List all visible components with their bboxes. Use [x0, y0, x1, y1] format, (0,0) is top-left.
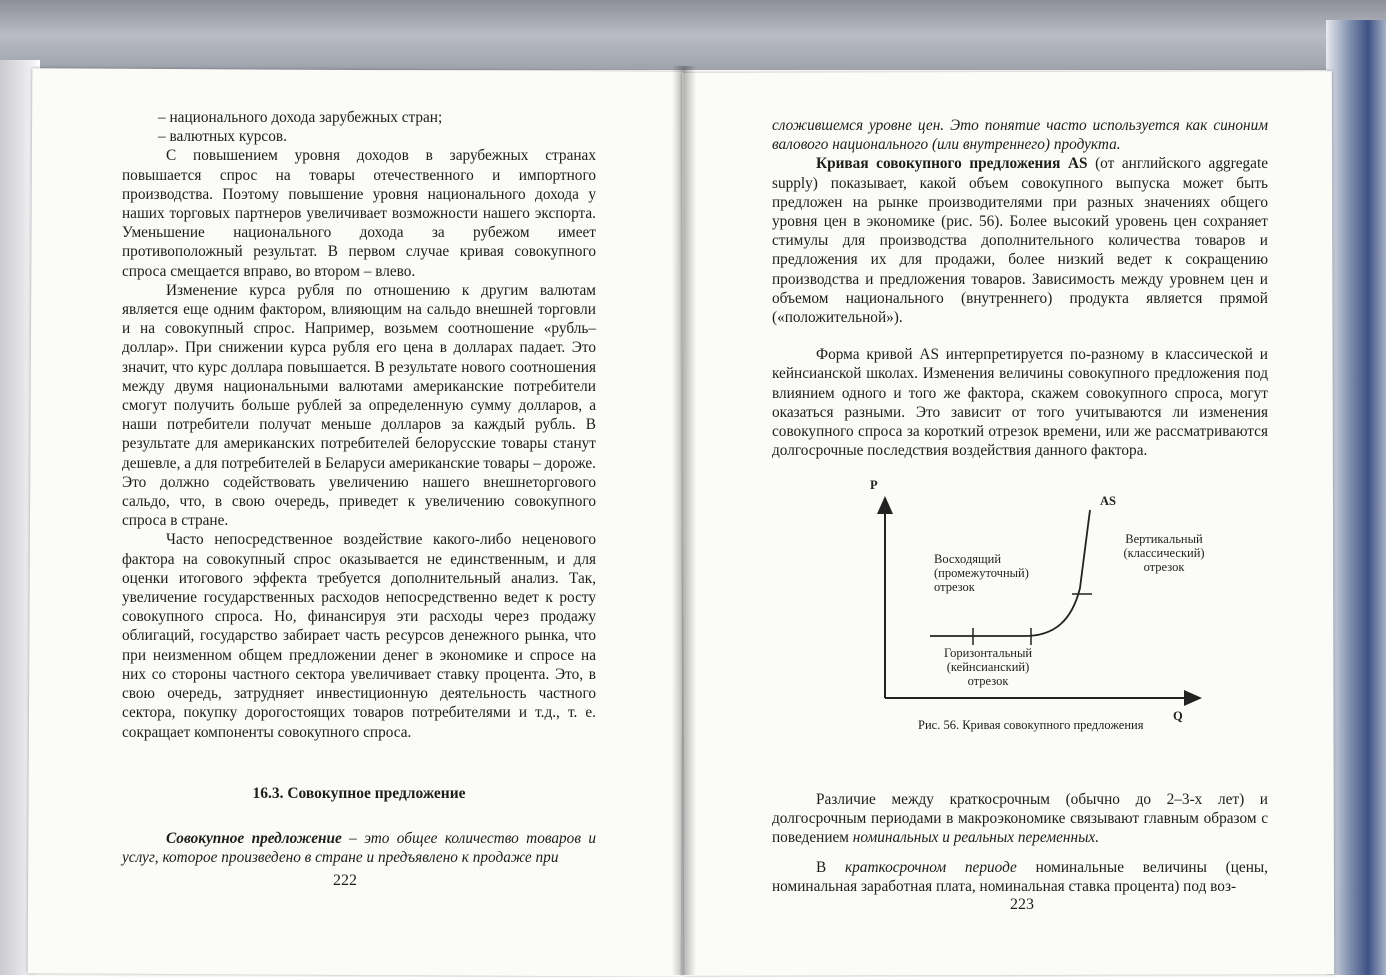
definition-term: Совокупное предложение [166, 829, 342, 847]
axis-label-q: Q [1173, 709, 1183, 723]
list-item: – национального дохода зарубежных стран; [158, 109, 443, 126]
book-gutter [672, 66, 696, 975]
paragraph [772, 154, 1268, 327]
left-page-text [122, 108, 596, 867]
page-number-right: 223 [1010, 896, 1034, 913]
page-number-left: 222 [333, 872, 357, 889]
horizontal-segment-label: Горизонтальный (кейнсианский) отрезок [943, 646, 1033, 688]
continuation-italic: сложившемся уровне цен. Это понятие часто используется как синоним валового национального (или внутреннего) продукта. [772, 117, 1268, 154]
paragraph-italic: номинальных и реальных переменных. [852, 829, 1100, 847]
paragraph: Изменение курса рубля по отношению к другим валютам является еще одним фактором, влияющим на сальдо внешней торговли и на совокупный спрос. Например, возьмем соотношение «рубль–доллар». При снижении курса рубля его цена в долларах падает. Это значит, что курс доллара повышается. В результате нового соотношения между двумя национальными валютами американские потребители смогут получить больше рублей за определенную сумму долларов, а наши потребители получат меньше долларов за каждый рубль. В результате для американских потребителей белорусские товары станут дешевле, а для потребителей в Беларуси американские товары – дороже. Это должно содействовать увеличению нашего внешнеторгового сальдо, что, в свою очередь, приведет к увеличению совокупного спроса в стране. [122, 281, 596, 530]
paragraph-text: Различие между краткосрочным (обычно до 2–3-х лет) и долгосрочным периодами в макроэкономике связывают главным образом с поведением [772, 791, 1268, 847]
intermediate-segment-label: Восходящий (промежуточный) отрезок [934, 552, 1029, 594]
right-page-text [772, 116, 1268, 460]
right-page-text-after-figure [772, 790, 1268, 896]
paragraph [772, 790, 1268, 848]
curve-label-as: AS [1100, 494, 1116, 508]
as-curve-figure [840, 470, 1220, 740]
paragraph-text: (от английского aggregate supply) показывает, какой объем совокупного выпуска может быть предложен на рынке производителями при разных значениях общего уровня цен в экономике (рис. 56). Более высокий уровень цен сохраняет стимулы для производства дополнительного количества товаров и предложения их для продажи, более низкий ведет к сокращению производства и предложения товаров. Зависимость между уровнем цен и объемом национального (внутреннего) продукта является прямой («положительной»). [772, 155, 1268, 327]
paragraph-text: В [816, 858, 845, 876]
paragraph-italic: краткосрочном периоде [845, 858, 1017, 876]
axis-label-p: P [870, 478, 878, 492]
figure-caption: Рис. 56. Кривая совокупного предложения [918, 718, 1144, 732]
paragraph-text: номинальные величины (цены, номинальная заработная плата, номинальная ставка процента) под воз- [772, 858, 1268, 895]
section-heading: 16.3. Совокупное предложение [252, 784, 466, 802]
paragraph: С повышением уровня доходов в зарубежных странах повышается спрос на товары отечественного и импортного производства. Поэтому повышение уровня национального дохода у наших торговых партнеров увеличивает возможности нашего экспорта. Уменьшение национального дохода за рубежом имеет противоположный результат. В первом случае кривая совокупного спроса смещается вправо, во втором – влево. [122, 147, 596, 280]
list-item: – валютных курсов. [158, 128, 287, 146]
paragraph-continuation [772, 116, 1268, 154]
book-cover-edge [1326, 20, 1386, 975]
paragraph: Форма кривой AS интерпретируется по-разному в классической и кейнсианской школах. Изменения величины совокупного предложения под влиянием одного и того же фактора, скажем совокупного спроса, могут оказаться разными. Это зависит от того учитываются ли изменения совокупного спроса за короткий отрезок времени, или же рассматриваются долгосрочные последствия воздействия данного фактора. [772, 346, 1268, 460]
paragraph [772, 858, 1268, 896]
term-bold: Кривая совокупного предложения AS [816, 155, 1088, 173]
vertical-segment-label: Вертикальный (классический) отрезок [1123, 532, 1205, 574]
definition-text: – это общее количество товаров и услуг, которое произведено в стране и предъявлено к продаже при [122, 829, 596, 867]
paragraph: Часто непосредственное воздействие какого-либо неценового фактора на совокупный спрос оказывается не единственным, и для оценки итогового эффекта требуется дополнительный анализ. Так, увеличение государственных расходов непосредственно ведет к росту совокупного спроса. Но, финансируя эти расходы через продажу облигаций, государство забирает часть ресурсов денежного рынка, что при неизменном общем предложении денег в экономике и спросе на них со стороны частного сектора увеличивает ставку процента. Это, в свою очередь, затрудняет инвестиционную деятельность частного сектора, покупку дорогостоящих товаров потребителями и т.д., т. е. сокращает компоненты совокупного спроса. [122, 531, 596, 741]
scanner-background-top [0, 0, 1386, 70]
definition-paragraph [122, 829, 596, 867]
